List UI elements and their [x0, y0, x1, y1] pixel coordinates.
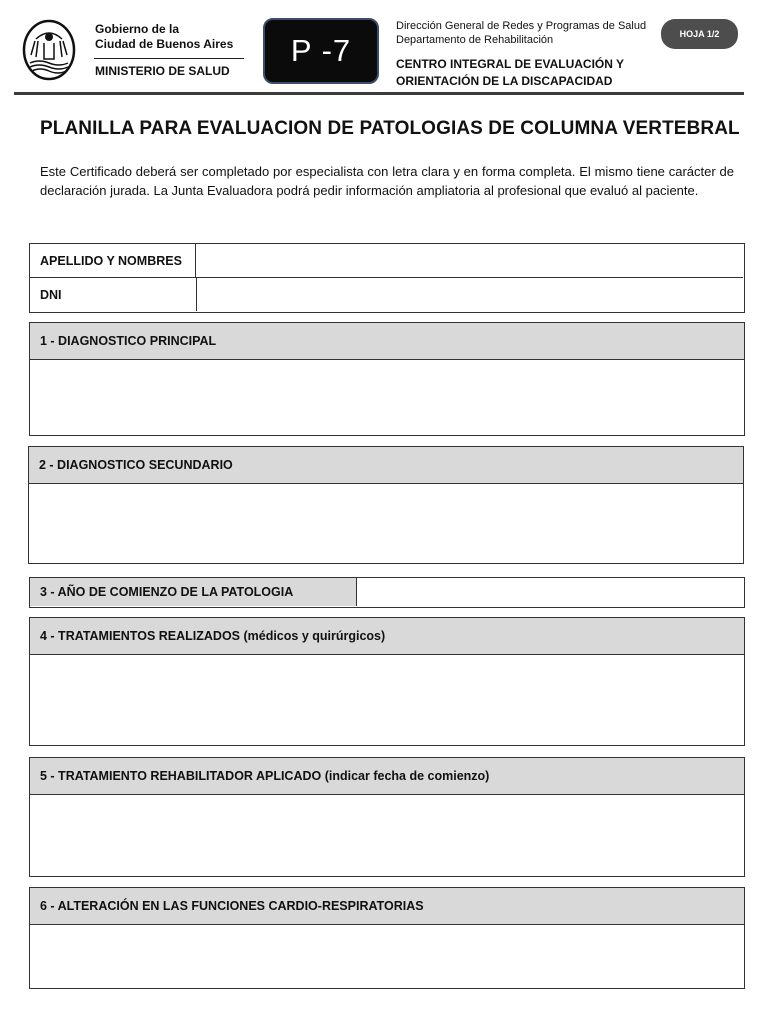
dni-label: DNI — [30, 278, 197, 311]
section-2-field[interactable] — [29, 484, 743, 562]
identity-table — [29, 243, 745, 313]
section-1-label: 1 - DIAGNOSTICO PRINCIPAL — [40, 334, 217, 348]
section-2-label: 2 - DIAGNOSTICO SECUNDARIO — [39, 458, 233, 472]
form-code-box — [263, 18, 379, 84]
section-2-header — [29, 447, 743, 484]
header-rule — [14, 92, 744, 95]
direction-line1: Dirección General de Redes y Programas de Salud — [396, 20, 647, 32]
center-name-line2: ORIENTACIÓN DE LA DISCAPACIDAD — [396, 74, 613, 88]
section-6-label: 6 - ALTERACIÓN EN LAS FUNCIONES CARDIO-RESPIRATORIAS — [40, 899, 424, 913]
section-4-header — [30, 618, 744, 655]
section-5-field[interactable] — [30, 795, 744, 875]
page-title: PLANILLA PARA EVALUACION DE PATOLOGIAS DE COLUMNA VERTEBRAL — [40, 118, 740, 139]
section-1-header — [30, 323, 744, 360]
name-label: APELLIDO Y NOMBRES — [30, 244, 196, 278]
section-1-field[interactable] — [30, 360, 744, 434]
intro-paragraph: Este Certificado deberá ser completado por especialista con letra clara y en forma completa. El mismo tiene carácter de declaración jurada. La Junta Evaluadora podrá pedir información ampliatoria al profesional que evaluó al paciente. — [40, 164, 734, 198]
page-badge-label: HOJA 1/2 — [679, 29, 720, 39]
header-divider — [94, 58, 244, 59]
form-code: P -7 — [290, 33, 352, 68]
dni-field[interactable] — [197, 278, 743, 311]
direction-line2: Departamento de Rehabilitación — [396, 34, 554, 46]
city-coat-of-arms-icon — [22, 19, 76, 81]
section-ano-comienzo — [29, 577, 745, 608]
section-6-header — [30, 888, 744, 925]
page-badge — [661, 19, 738, 49]
section-diagnostico-secundario — [28, 446, 744, 564]
section-6-field[interactable] — [30, 925, 744, 987]
government-name-line1: Gobierno de la — [95, 22, 180, 36]
government-name-line2: Ciudad de Buenos Aires — [95, 37, 234, 51]
section-5-label: 5 - TRATAMIENTO REHABILITADOR APLICADO (indicar fecha de comienzo) — [40, 769, 490, 783]
ministry-name: MINISTERIO DE SALUD — [95, 64, 230, 78]
name-field[interactable] — [196, 244, 743, 278]
center-name-line1: CENTRO INTEGRAL DE EVALUACIÓN Y — [396, 57, 625, 71]
section-alteracion-cardio — [29, 887, 745, 989]
section-3-field[interactable] — [357, 578, 743, 606]
section-5-header — [30, 758, 744, 795]
section-tratamientos-realizados — [29, 617, 745, 746]
section-3-label: 3 - AÑO DE COMIENZO DE LA PATOLOGIA — [30, 578, 357, 606]
section-4-label: 4 - TRATAMIENTOS REALIZADOS (médicos y quirúrgicos) — [40, 629, 386, 643]
section-tratamiento-rehabilitador — [29, 757, 745, 877]
section-4-field[interactable] — [30, 655, 744, 744]
section-diagnostico-principal — [29, 322, 745, 436]
